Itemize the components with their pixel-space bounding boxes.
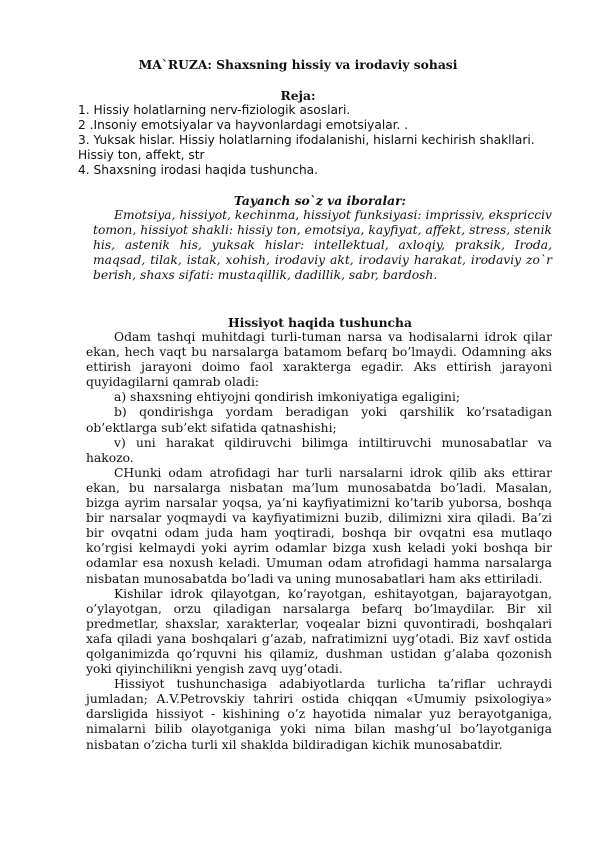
plan-list (78, 103, 548, 178)
paragraph: Kishilar idrok qilayotgan, ko’rayotgan, eshitayotgan, bajarayotgan, o’ylayotgan, orzu qiladigan narsalarga befarq bo’lmaydilar. Bir xil predmetlar, shaxslar, xarakterlar, voqealar bizni quvontiradi, boshqalari xafa qiladi yana boshqalari g’azab, nafratimizni uyg’otadi. Biz xavf ostida qolganimizda qo’rquvni his qilamiz, dushman ustidan g’alaba qozonish yoki qiyinchilikni yengish zavq uyg’otadi. (86, 586, 552, 677)
body-text (86, 330, 552, 753)
paragraph: a) shaxsning ehtiyojni qondirish imkoniyatiga egaligini; (114, 390, 461, 405)
plan-item: 4. Shaxsning irodasi haqida tushuncha. (78, 163, 319, 178)
paragraph: v) uni harakat qildiruvchi bilimga intiltiruvchi munosabatlar va hakozo. (86, 435, 552, 465)
plan-item: 1. Hissiy holatlarning nerv-fiziologik asoslari. (78, 103, 351, 117)
paragraph: Hissiyot tushunchasiga adabiyotlarda turlicha ta’riflar uchraydi jumladan; A.V.Petrovskiy tahriri ostida chiqqan «Umumiy psixologiya» darsligida hissiyot - kishining o’z hayotida nimalar yuz berayotganiga, nimalarni bilib olayotganiga yoki nima bilan mashg’ul bo’layotganiga nisbatan o’zicha turli xil shaklda bildiradigan kichik munosabatdir. (86, 677, 552, 752)
section-heading: Hissiyot haqida tushuncha (228, 315, 412, 330)
paragraph: b) qondirishga yordam beradigan yoki qarshilik ko’rsatadigan ob’ektlarga sub’ekt sifatida qatnashishi; (86, 405, 552, 435)
keywords-text: Emotsiya, hissiyot, kechinma, hissiyot funksiyasi: imprissiv, ekspriссiv tomon, hissiyot shakli: hissiy ton, emotsiya, kayfiyat, affekt, stress, stenik his, astenik his, yuksak hislar: intellektual, axloqiy, praksik, Iroda, maqsad, tilak, istak, xohish, irodaviy akt, irodaviy harakat, irodaviy zo`r berish, shaxs sifati: mustaqillik, dadillik, sabr, bardosh. (93, 208, 552, 283)
plan-item: 2 .Insoniy emotsiyalar va hayvonlardagi emotsiyalar. . (78, 118, 409, 133)
paragraph: Odam tashqi muhitdagi turli-tuman narsa va hodisalarni idrok qilar ekan, hech vaqt bu narsalarga batamom befarq bo’lmaydi. Odamning aks ettirish jarayoni doimo faol xarakterga egadir. Aks ettirish jarayoni quyidagilarni qamrab oladi: (86, 330, 552, 390)
keywords-heading: Tayanch so`z va iboralar: (233, 193, 407, 208)
plan-heading: Reja: (280, 88, 316, 103)
lecture-title: MA`RUZA: Shaxsning hissiy va irodaviy sohasi (138, 57, 458, 72)
plan-item: 3. Yuksak hislar. Hissiy holatlarning ifodalanishi, hislarni kechirish shakllari. Hissiy ton, affekt, str (78, 133, 535, 163)
paragraph: CHunki odam atrofidagi har turli narsalarni idrok qilib aks ettirar ekan, bu narsalarga nisbatan ma’lum munosabatda bo’ladi. Masalan, bizga ayrim narsalar yoqsa, ya’ni kayfiyatimizni ko’tarib yuborsa, boshqa bir narsalar yoqmaydi va kayfiyatimizni buzib, dilimizni xira qiladi. Ba’zi bir ovqatni odam juda ham yoqtiradi, boshqa bir ovqatni esa mutlaqo ko’rgisi kelmaydi yoki ayrim odamlar bizga xush keladi yoki boshqa bir odamlar esa noxush keladi. Umuman odam atrofidagi hamma narsalarga nisbatan munosabatda bo’ladi va uning munosabatlari ham aks ettiriladi. (86, 465, 552, 586)
